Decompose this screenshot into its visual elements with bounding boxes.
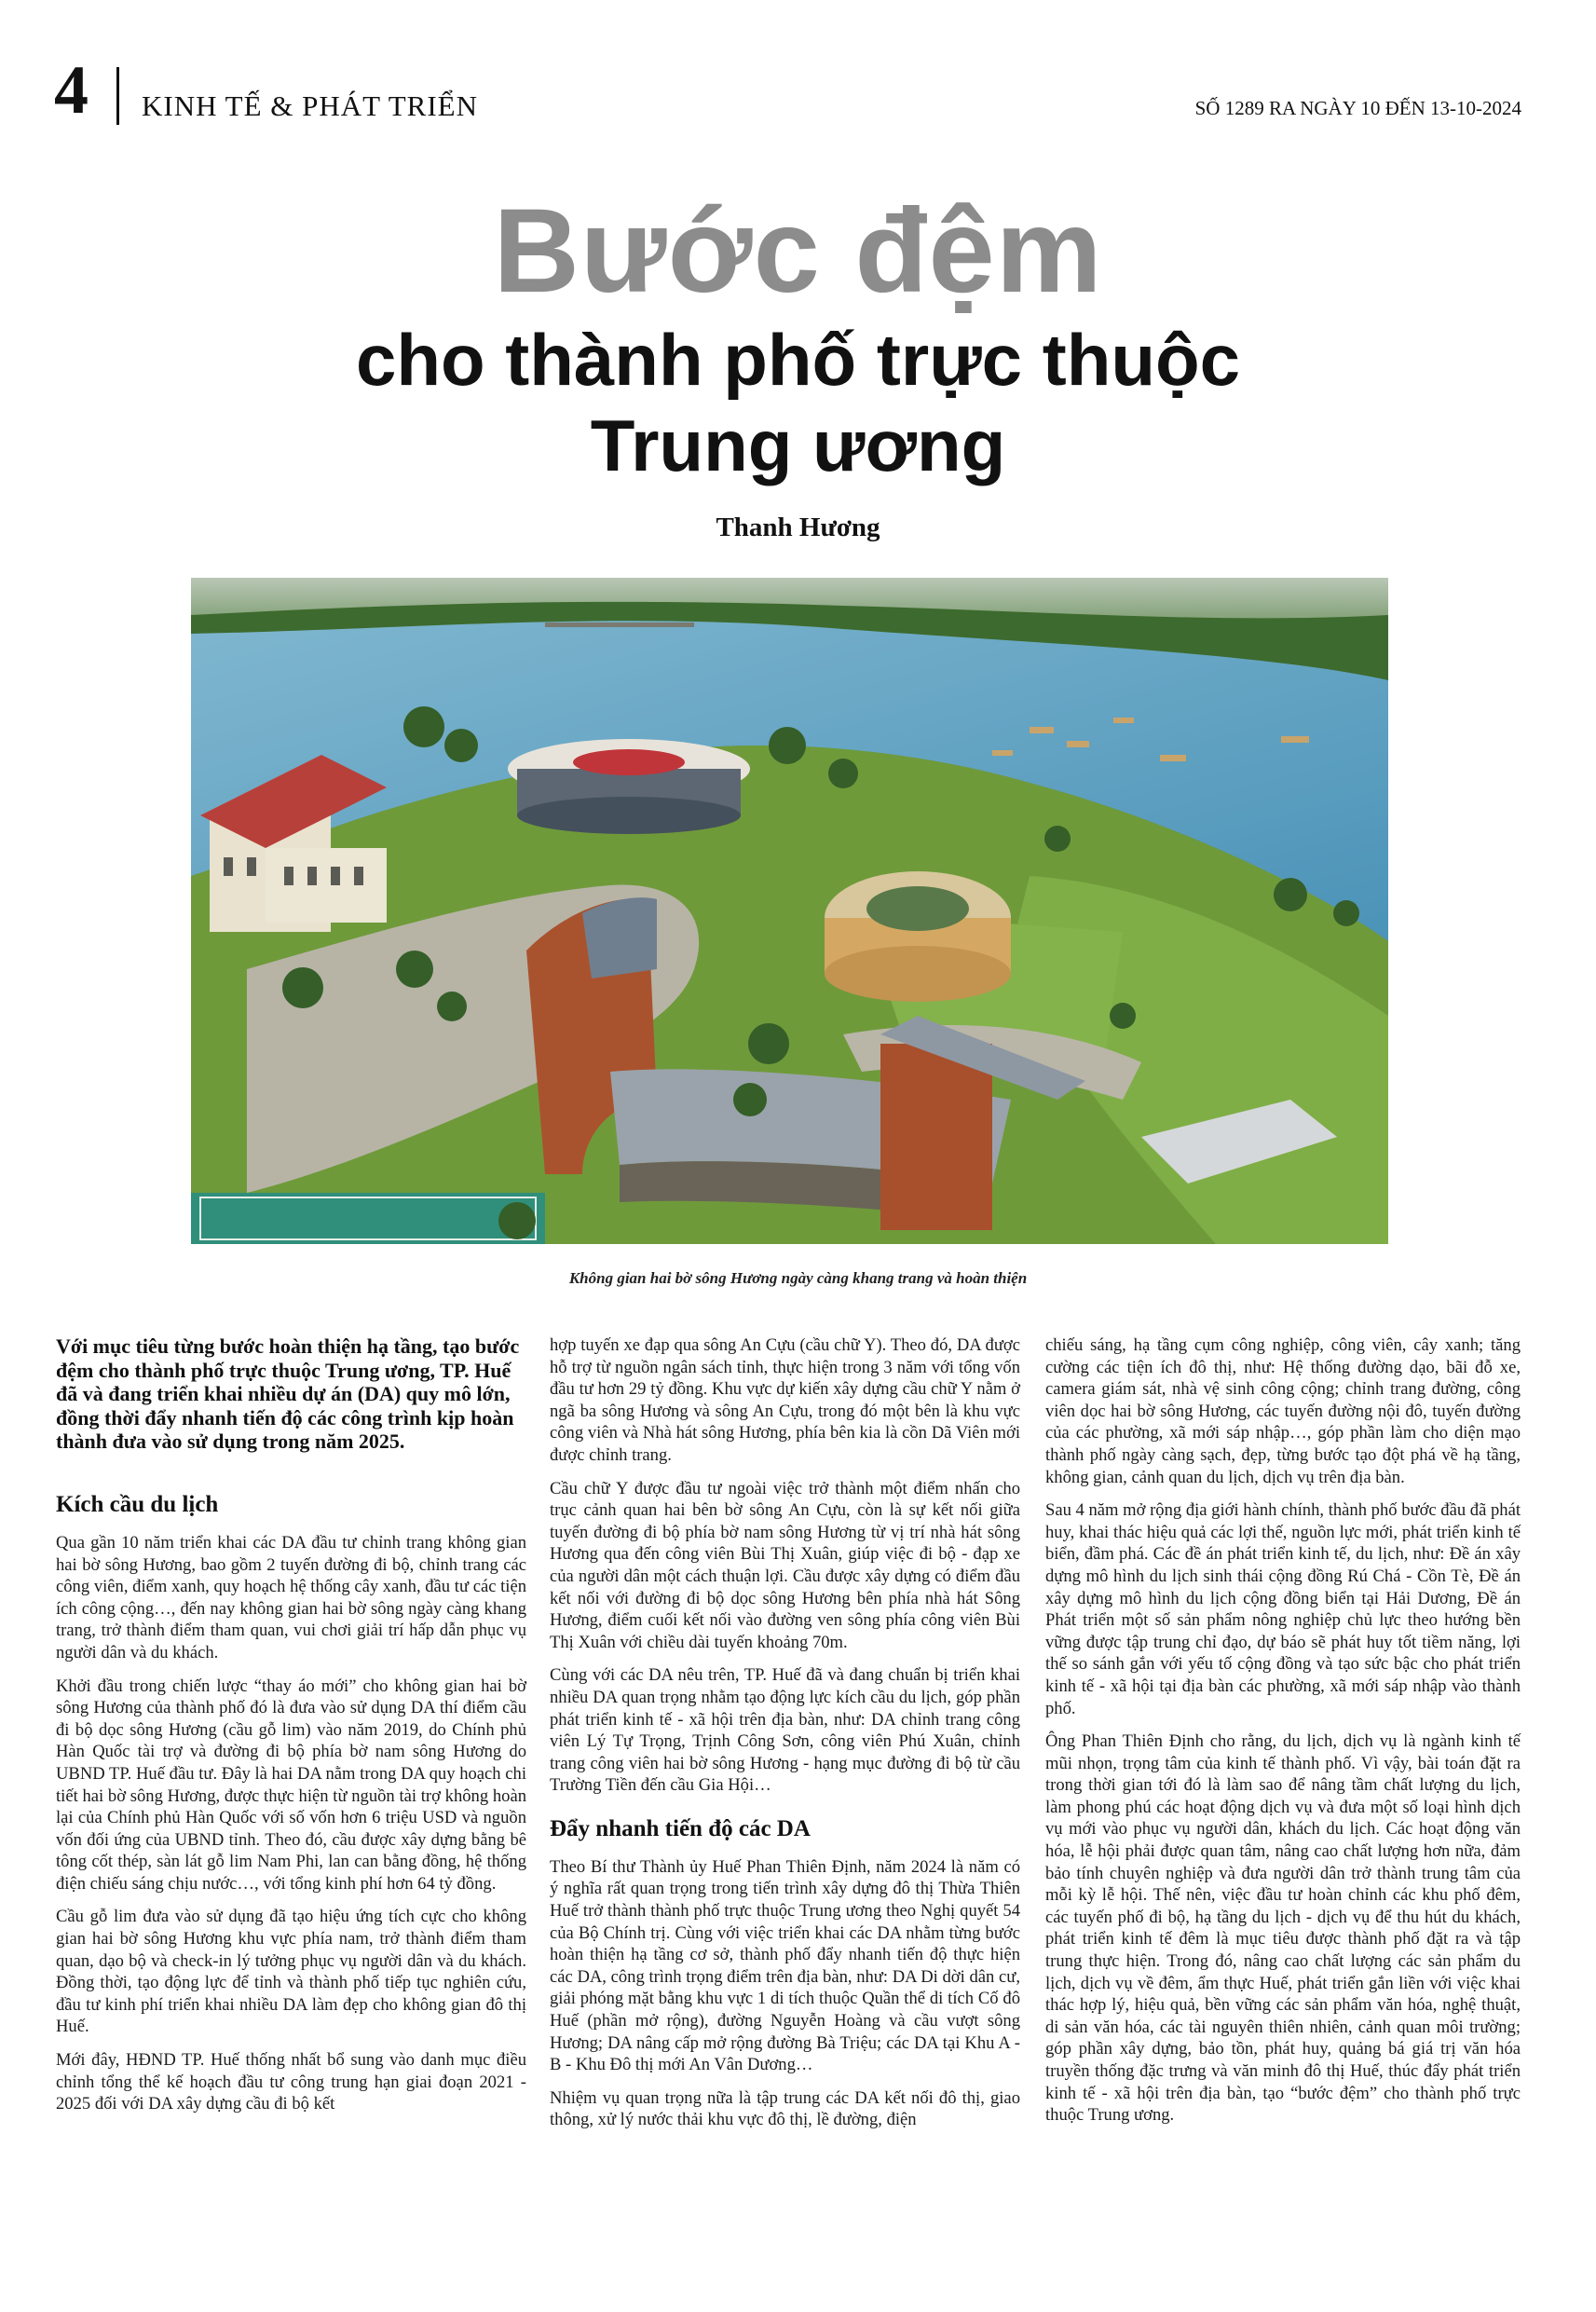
body-paragraph: Cầu chữ Y được đầu tư ngoài việc trở thành một điểm nhấn cho trục cảnh quan hai bên bờ sông An Cựu, còn là sự kết nối giữa tuyến đường đi bộ phía bờ nam sông Hương từ vị trí nhà hát sông Hương qua đến công viên Bùi Thị Xuân, giúp việc đi bộ - đạp xe của người dân một cách thuận lợi. Cầu được xây dựng có điểm đầu kết nối với đường đi bộ dọc sông Hương bên phía nhà hát Sông Hương, điểm cuối kết nối vào đường ven sông phía công viên Bùi Thị Xuân với chiều dài tuyến khoảng 70m. [550, 1478, 1020, 1652]
issue-info: SỐ 1289 RA NGÀY 10 ĐẾN 13-10-2024 [1194, 97, 1521, 119]
body-paragraph: hợp tuyến xe đạp qua sông An Cựu (cầu chữ Y). Theo đó, DA được hỗ trợ từ nguồn ngân sách tỉnh, thực hiện trong 3 năm với tổng vốn đầu tư hơn 29 tỷ đồng. Khu vực dự kiến xây dựng cầu chữ Y nằm ở ngã ba sông Hương và sông An Cựu, trong đó một bên là khu vực công viên và Nhà hát sông Hương, phía bên kia là cồn Dã Viên mới được chỉnh trang. [550, 1335, 1020, 1465]
body-paragraph: Mới đây, HĐND TP. Huế thống nhất bổ sung vào danh mục điều chỉnh tổng thể kế hoạch đầu tư công trung hạn giai đoạn 2021 - 2025 đối với DA xây dựng cầu đi bộ kết [56, 2050, 526, 2114]
headline-main: Bước đệm [493, 185, 1103, 318]
article-photo [191, 578, 1388, 1244]
body-paragraph: Khởi đầu trong chiến lược “thay áo mới” cho không gian hai bờ sông Hương của thành phố đó là đưa vào sử dụng DA thí điểm cầu đi bộ dọc sông Hương (cầu gỗ lim) vào năm 2019, do Chính phủ Hàn Quốc tài trợ và đường đi bộ phía bờ nam sông Hương do UBND TP. Huế đầu tư. Đây là hai DA nằm trong DA quy hoạch chi tiết hai bờ sông Hương, được thực hiện từ nguồn tài trợ không hoàn lại của Chính phủ Hàn Quốc với số vốn hơn 6 triệu USD và nguồn vốn đối ứng của UBND tỉnh. Theo đó, cầu được xây dựng bằng bê tông cốt thép, sàn lát gỗ lim Nam Phi, lan can bằng đồng, hệ thống điện chiếu sáng chịu nước…, với tổng kinh phí hơn 64 tỷ đồng. [56, 1676, 526, 1894]
body-paragraph: chiếu sáng, hạ tầng cụm công nghiệp, công viên, cây xanh; tăng cường các tiện ích đô thị, như: Hệ thống đường dạo, bãi đỗ xe, camera giám sát, nhà vệ sinh công cộng; chỉnh trang đường, công viên dọc hai bờ sông Hương, các tuyến đường nội đô, tuyến đường của các phường, xã mới sáp nhập…, góp phần làm cho diện mạo thành phố ngày càng sạch, đẹp, từng bước tạo đột phá về hạ tầng, không gian, cảnh quan du lịch, dịch vụ trên địa bàn. [1045, 1335, 1521, 1487]
photo-caption: Không gian hai bờ sông Hương ngày càng khang trang và hoàn thiện [568, 1269, 1028, 1287]
byline: Thanh Hương [716, 513, 880, 542]
headline-sub [0, 317, 1596, 488]
subheading-tourism: Kích cầu du lịch [56, 1491, 219, 1517]
body-paragraph: Theo Bí thư Thành ủy Huế Phan Thiên Định, năm 2024 là năm có ý nghĩa rất quan trọng trong tiến trình xây dựng đô thị Thừa Thiên Huế trở thành thành phố trực thuộc Trung ương theo Nghị quyết 54 của Bộ Chính trị. Cùng với việc triển khai các DA nhằm từng bước hoàn thiện hạ tầng cơ sở, thành phố đẩy nhanh tiến độ thực hiện các DA, công trình trọng điểm trên địa bàn, như: DA Di dời dân cư, giải phóng mặt bằng khu vực 1 di tích thuộc Quần thể di tích Cố đô Huế (phần mở rộng), đường Nguyễn Hoàng và cầu vượt sông Hương; DA nâng cấp mở rộng đường Bà Triệu; các DA tại Khu A - B - Khu Đô thị mới An Vân Dương… [550, 1856, 1020, 2075]
column-1 [56, 1334, 526, 2127]
body-paragraph: Cùng với các DA nêu trên, TP. Huế đã và đang chuẩn bị triển khai nhiều DA quan trọng nhằm tạo động lực kích cầu du lịch, góp phần phát triển kinh tế - xã hội trên địa bàn, như: DA chỉnh trang công viên Lý Tự Trọng, Trịnh Công Sơn, công viên Phú Xuân, chỉnh trang công viên hai bờ sông Hương - hạng mục đường đi bộ từ cầu Trường Tiền đến cầu Gia Hội… [550, 1665, 1020, 1796]
headline-line-2: cho thành phố trực thuộc [355, 319, 1241, 401]
lead-paragraph: Với mục tiêu từng bước hoàn thiện hạ tầng, tạo bước đệm cho thành phố trực thuộc Trung ương, TP. Huế đã và đang triển khai nhiều dự án (DA) quy mô lớn, đồng thời đẩy nhanh tiến độ các công trình kịp hoàn thành đưa vào sử dụng trong năm 2025. [56, 1334, 520, 1454]
section-name: KINH TẾ & PHÁT TRIỂN [142, 89, 478, 122]
column-3 [1045, 1334, 1521, 2138]
body-paragraph: Ông Phan Thiên Định cho rằng, du lịch, dịch vụ là ngành kinh tế mũi nhọn, trọng tâm của kinh tế thành phố. Vì vậy, bài toán đặt ra trong thời gian tới đó là làm sao để nâng tầm chất lượng du lịch, làm phong phú các hoạt động dịch vụ và đưa một số loại hình dịch vụ mới vào phục vụ người dân, khách du lịch. Các hoạt động văn hóa, lễ hội phải được quan tâm, nâng cao chất lượng hơn nữa, đảm bảo tính chuyên nghiệp và đưa người dân trở thành trung tâm của mỗi kỳ lễ hội. Thế nên, việc đầu tư hoàn chỉnh các khu phố đêm, các tuyến phố đi bộ, hạ tầng du lịch - dịch vụ để thu hút du khách, phát triển kinh tế đêm là mục tiêu được thành phố đặt ra và tập trung thực hiện. Trong đó, nâng cao chất lượng các sản phẩm du lịch, dịch vụ về đêm, ẩm thực Huế, phát triển gắn liền với việc khai thác hợp lý, hiệu quả, bền vững các sản phẩm văn hóa, nghệ thuật, di sản văn hóa, các tài nguyên thiên nhiên, cảnh quan môi trường; góp phần xây dựng, bảo tồn, phát huy, quảng bá giá trị văn hóa truyền thống đặc trưng và văn minh đô thị Huế, thúc đẩy phát triển kinh tế - xã hội trên địa bàn, tạo “bước đệm” cho thành phố trực thuộc Trung ương. [1045, 1731, 1521, 2126]
subheading-progress: Đẩy nhanh tiến độ các DA [550, 1815, 811, 1841]
headline-line-3: Trung ương [590, 404, 1006, 486]
column-2 [550, 1334, 1020, 2142]
body-paragraph: Nhiệm vụ quan trọng nữa là tập trung các DA kết nối đô thị, giao thông, xử lý nước thải khu vực đô thị, lề đường, điện [550, 2087, 1020, 2130]
header-divider [116, 67, 119, 125]
body-paragraph: Sau 4 năm mở rộng địa giới hành chính, thành phố bước đầu đã phát huy, khai thác hiệu quả các lợi thế, nguồn lực mới, phát triển kinh tế biển, đầm phá. Các đề án phát triển kinh tế, du lịch, như: Đề án xây dựng mô hình du lịch sinh thái cộng đồng Rú Chá - Cồn Tè, Đề án xây dựng mô hình du lịch cộng đồng biển tại Hải Dương, Đề án Phát triển một số sản phẩm nông nghiệp chủ lực theo hướng bền vững được tập trung chỉ đạo, dự báo sẽ phát huy tốt tiềm năng, lợi thế so sánh gắn với yếu tố cộng đồng và tạo sức bậc cho phát triển kinh tế - xã hội tại địa bàn các phường, xã mới sáp nhập vào thành phố. [1045, 1500, 1521, 1718]
body-paragraph: Qua gần 10 năm triển khai các DA đầu tư chỉnh trang không gian hai bờ sông Hương, bao gồm 2 tuyến đường đi bộ, chỉnh trang các công viên, điểm xanh, quy hoạch hệ thống cây xanh, đầu tư các tiện ích công cộng…, đến nay không gian hai bờ sông ngày càng khang trang, trở thành điểm tham quan, vui chơi giải trí hấp dẫn phục vụ người dân và du khách. [56, 1532, 526, 1662]
page-number: 4 [54, 52, 89, 129]
body-paragraph: Cầu gỗ lim đưa vào sử dụng đã tạo hiệu ứng tích cực cho không gian hai bờ sông Hương khu vực phía nam, trở thành điểm tham quan, dạo bộ và check-in lý tưởng phục vụ người dân và du khách. Đồng thời, tạo động lực để tỉnh và thành phố tiếp tục nghiên cứu, đầu tư kinh phí triển khai nhiều DA làm đẹp cho không gian đô thị Huế. [56, 1907, 526, 2037]
